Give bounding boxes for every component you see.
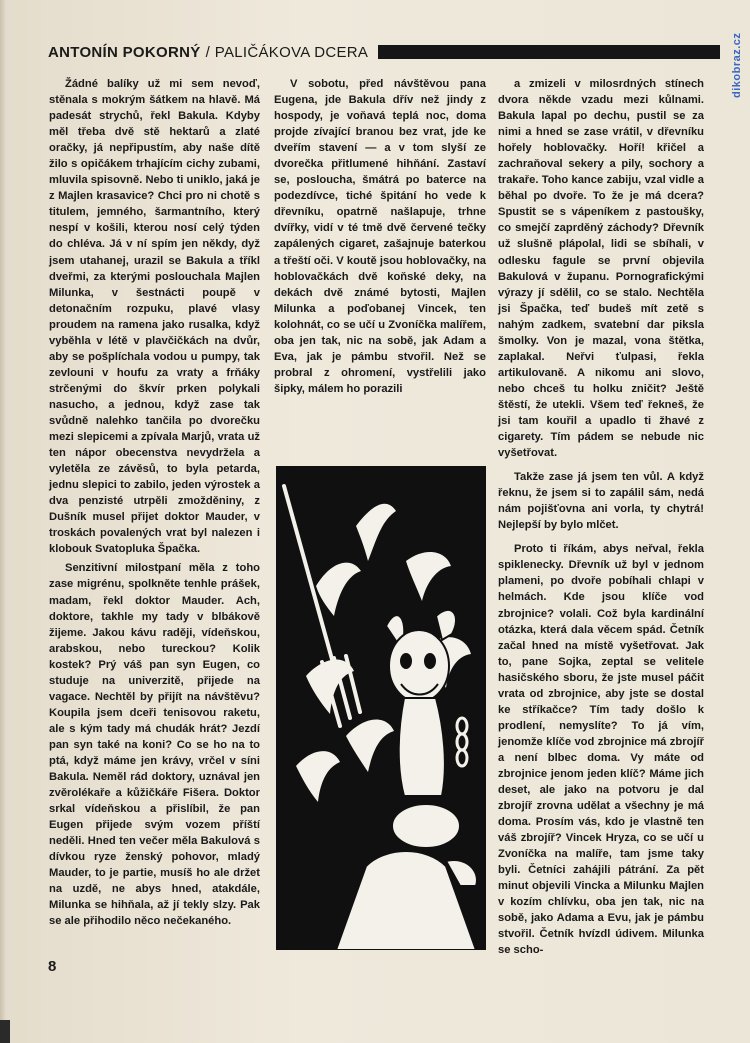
paragraph: V sobotu, před návštěvou pana Eugena, jde Bakula dřív než jindy z hospody, je voňavá teplá noc, doma projde zívající branou bez vrat, jde ke dveřím stavení — a v tom slyší ze dvorečka přitlumené hihňání. Zastaví se, posloucha, šmátrá po baterce na podezdívce, tiché špitání ho vede k dřevníku, opatrně našlapuje, trhne dvířky, vidí v té tmě dvě červené tečky zapálených cigaret, zašajnuje baterkou a třeští oči. V koutě jsou hoblovačky, na hoblovačkách dvě koňské deky, na dekách dvě známé bytosti, Majlen Milunka a poďobanej Vincek, ten kolohnát, co se učí u Zvoníčka malířem, oba jen tak, nic na sobě, jak Adam a Eva, jak je pámbu stvořil. Než se probral z ohromení, vystřelili jako šipky, málem ho porazili — [274, 78, 486, 395]
paragraph: Žádné balíky už mi sem nevoď, stěnala s mokrým šátkem na hlavě. Má padesát strychů, řekl Bakula. Kdyby měl třeba dvě stě hektarů a zlaté oračky, já nepřipustím, aby naše dítě žilo s opičákem trhajícím cichy zubami, mluvila spisovně. Nebo ti uniklo, jaká je z Majlen krasavice? Chci pro ni chotě s titulem, jemného, šarmantního, který nespí v košili, kterou nosí celý týden do chléva. Já v ní spím jen někdy, dyž jsem utahanej, urazil se Bakula a tříkl dveřmi, za kterými poslouchala Majlen Milunka, v šestnácti poupě v detonačním rozpuku, plavé vlasy proudem na ramena jako rusalka, když vyběhla v létě v plavčičkách na dvůr, aby se pošplíchala vodou u pumpy, tak zevlouni v houfu za vraty a frňáky strčenými do škvír prken polykali nasucho, a jednou, když zase tak svůdně nalehko tančila po dvorečku mezi slepicemi a zpívala Marjů, vrata už ten nápor obecenstva nevydržela a vyletěla ze závěsů, to byla petarda, jednu slepici to zabilo, jeden výrostek a dva penzisté utrpěli zmožděniny, z Dušník musel přijet doktor Mauder, v troskách povalených vrat byl nalezen i klobouk Svatopluka Špačka. — [49, 78, 260, 556]
header-bar — [378, 45, 720, 59]
page-header — [48, 42, 720, 62]
page-edge-shadow — [0, 0, 6, 1043]
binding-mark — [0, 1020, 10, 1043]
text-column-1 — [49, 76, 260, 929]
paragraph: Senzitivní milostpaní měla z toho zase migrénu, spolkněte tenhle prášek, madam, řekl doktor Mauder. Ach, doktore, takhle my tady v blbákově žijeme. Jakou kávu raději, vídeňskou, arabskou, nebo tureckou? Kolik kostek? Prý váš pan syn Eugen, co studuje na univerzitě, přijede na vagace. Nechtěl by přijít na návštěvu? Koupila jsem dceři tenisovou raketu, ale s kým tady má chudák hrát? Jezdí pan syn také na koni? Co se ho na to ptá, když máme jen krávy, vrčel v síni Bakula. Neměl rád doktory, uznával jen zvěrolékaře a kůžičkáře Fišera. Doktor srkal vídeňskou a přislíbil, že pan Eugen přijede svým vozem příští neděli. Hned ten večer měla Bakulová s dívkou ryze ženský pohovor, mladý Mauder, to je partie, musíš ho ale držet na uzdě, ne abys hned, atakdále, Milunka se hihňala, až jí tekly slzy. Pak se ale přihodilo něco nečekaného. — [49, 562, 260, 928]
header-author: ANTONÍN POKORNÝ — [48, 43, 201, 61]
text-column-2 — [274, 76, 486, 397]
paragraph: a zmizeli v milosrdných stínech dvora někde vzadu mezi kůlnami. Bakula lapal po dechu, pustil se za nimi a hned se zase vrátil, v dřevníku hořely hoblovačky. Hoří! křičel a zachraňoval sekery a pily, sochory a trakaře. Toho kance zabiju, vzal vidle a běhal po dvoře. To že je má dcera? Spustit se s vápeníkem z pastoušky, co smejčí zaprděný záchody? Dřevník už slušně plápolal, lidi se sbíhali, v odlesku fagule se první objevila Bakulová v županu. Pornografickými výrazy jí sdělil, co se stalo. Nechtěla jsi Špačka, teď budeš mít zetě s nahým zadkem, svatební dar piksla šmolky. Von je mazal, vona štětka, zaplakal. Neřvi ťulpasi, řekla artikulovaně. A nikomu ani slovo, nebo chceš tu holku zničit? Ještě štěstí, že utekli. Všem teď řekneš, že jsi tam kouřil a upadlo ti žhavé z cigarety. Tím pádem se nebude nic vyšetřovat. — [498, 78, 704, 460]
paragraph: Takže zase já jsem ten vůl. A když řeknu, že jsem si to zapálil sám, nedá nám pojišťovna ani vorla, ty chytrá! Nejlepší by bylo mlčet. — [498, 471, 704, 532]
header-separator: / — [205, 43, 210, 61]
devil-flames-drawing — [276, 466, 486, 950]
illustration — [276, 466, 486, 950]
paragraph: Proto ti říkám, abys neřval, řekla spiklenecky. Dřevník už byl v jednom plameni, po dvoře pobíhali chlapi v helmách. Kde jsou klíče vod zbrojnice? volali. Což byla kardinální otázka, která dala věcem spád. Četník začal hned na místě vyšetřovat. Jak to, pane Sojka, zeptal se velitele hasičského sboru, že jste musel páčit vrata od zbrojnice, aby jste se dostal ke stříkačce? Tím tady došlo k prodlení, nemyslíte? To já vím, jenomže klíče vod zbrojnice má zbrojíř a není blbec doma. Vy máte od zbrojnice jenom jeden klíč? Máme jich deset, ale jako na potvoru je dal zbrojíř zrovna udělat a všechny je má doma. Prosím vás, kdo je vlastně ten váš zbrojíř? Vincek Hryza, co se učí u Zvoníčka na malíře, tam jsme taky byli. Četníci zahájili pátrání. Za pět minut objevili Vincka a Milunku Majlen v kozím chlívku, oba jen tak, nic na sobě, jako Adama a Evu, jak je pámbu stvořil. Četník hvízdl údivem. Milunka se scho- — [498, 543, 704, 957]
watermark-text: dikobraz.cz — [731, 32, 743, 98]
page-number: 8 — [48, 958, 57, 975]
text-column-3 — [498, 76, 704, 959]
header-title: PALIČÁKOVA DCERA — [214, 43, 369, 61]
